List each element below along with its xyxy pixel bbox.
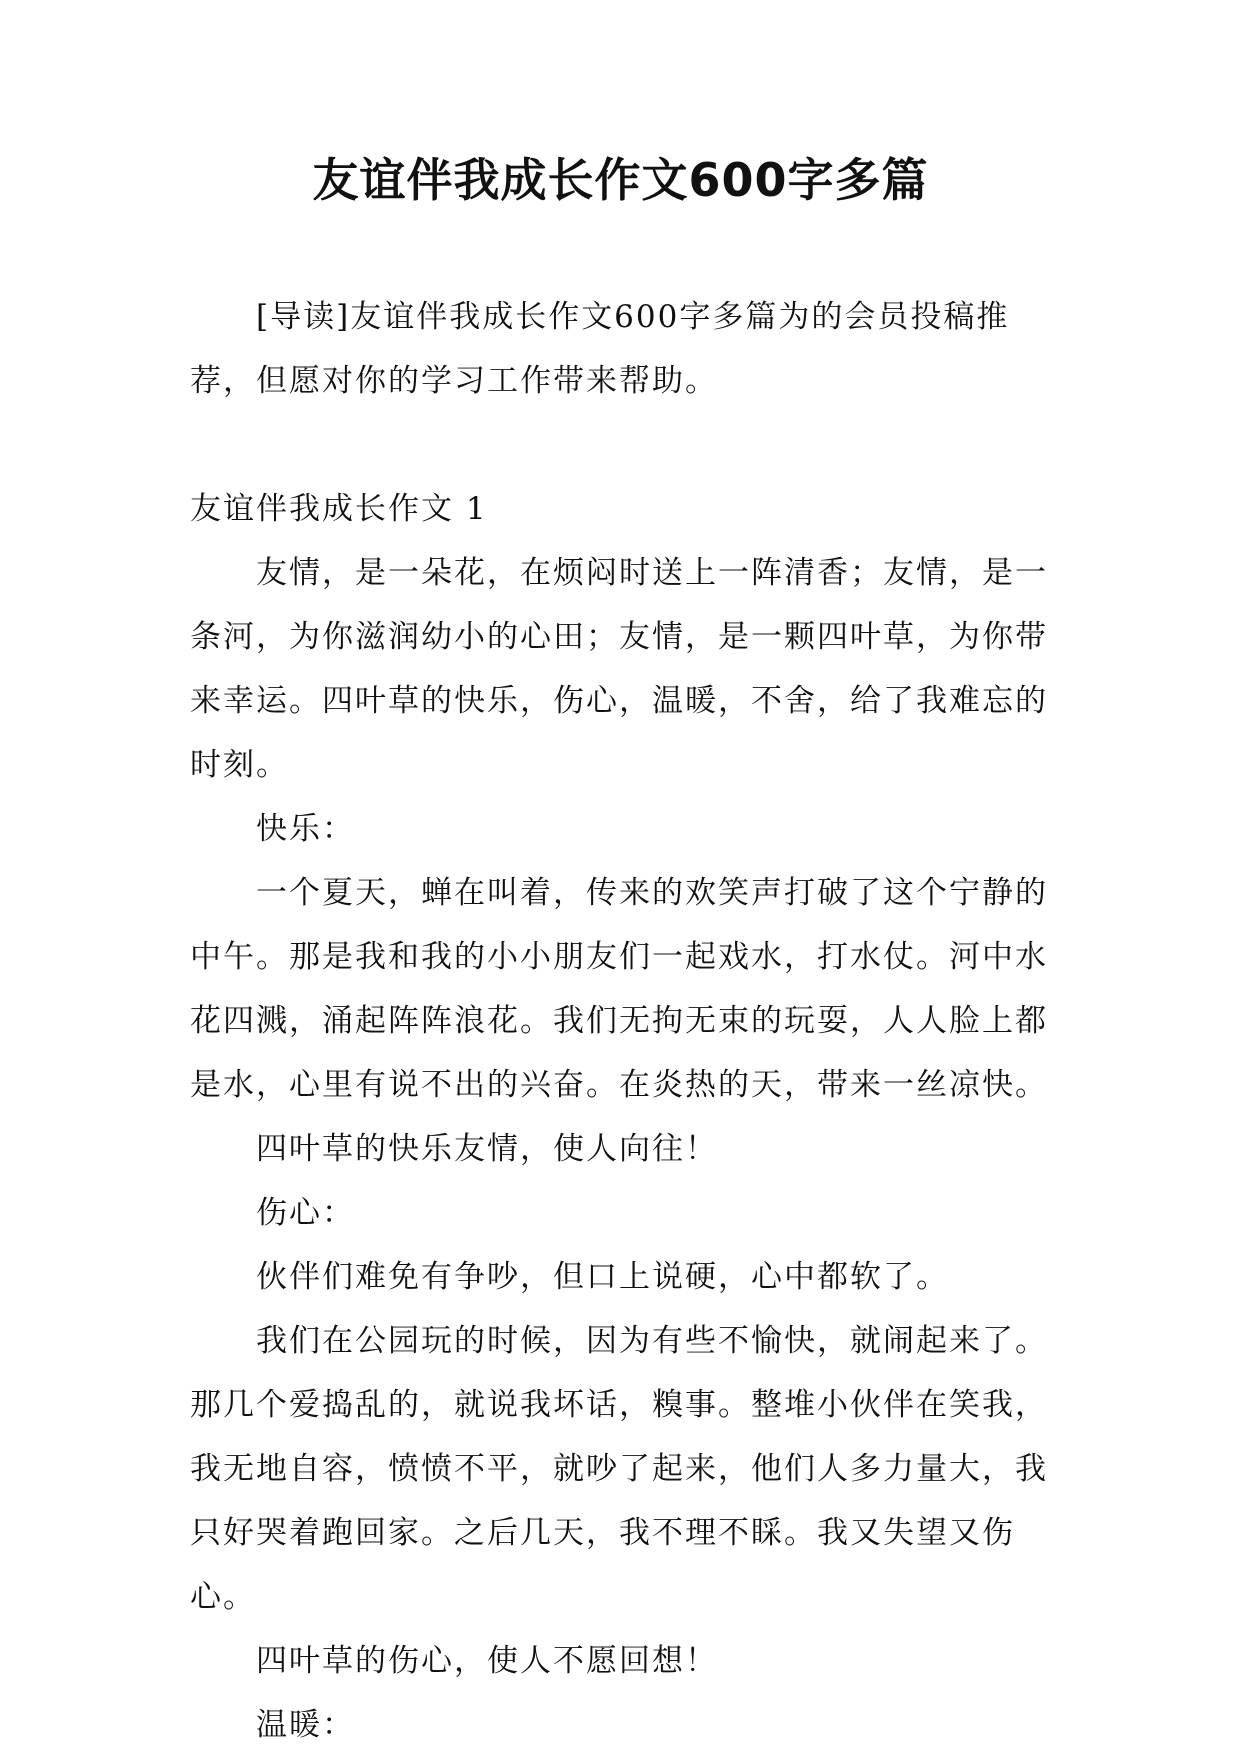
paragraph-summer: 一个夏天，蝉在叫着，传来的欢笑声打破了这个宁静的中午。那是我和我的小小朋友们一起戏水，打水仗。河中水花四溅，涌起阵阵浪花。我们无拘无束的玩耍，人人脸上都是水，心里有说不出的兴奋。在炎热的天，带来一丝凉快。 (190, 875, 1048, 1103)
document-title: 友谊伴我成长作文600字多篇 (312, 153, 929, 207)
heading-sad: 伤心： (256, 1195, 355, 1231)
paragraph-park: 我们在公园玩的时候，因为有些不愉快，就闹起来了。那几个爱捣乱的，就说我坏话，糗事。整堆小伙伴在笑我，我无地自容，愤愤不平，就吵了起来，他们人多力量大，我只好哭着跑回家。之后几天，我不理不睬。我又失望又伤心。 (190, 1323, 1048, 1615)
heading-warm: 温暖： (256, 1707, 355, 1743)
paragraph-sad-conclusion: 四叶草的伤心，使人不愿回想！ (256, 1643, 718, 1679)
intro-paragraph: [导读]友谊伴我成长作文600字多篇为的会员投稿推荐，但愿对你的学习工作带来帮助。 (190, 299, 1010, 399)
section-title: 友谊伴我成长作文 1 (190, 491, 488, 527)
paragraph-happy-conclusion: 四叶草的快乐友情，使人向往！ (256, 1131, 718, 1167)
heading-happy: 快乐： (256, 811, 355, 847)
paragraph-friendship: 友情，是一朵花，在烦闷时送上一阵清香；友情，是一条河，为你滋润幼小的心田；友情，是一颗四叶草，为你带来幸运。四叶草的快乐，伤心，温暖，不舍，给了我难忘的时刻。 (190, 555, 1048, 783)
paragraph-arguments: 伙伴们难免有争吵，但口上说硬，心中都软了。 (256, 1259, 949, 1295)
document-body (190, 285, 1070, 1757)
